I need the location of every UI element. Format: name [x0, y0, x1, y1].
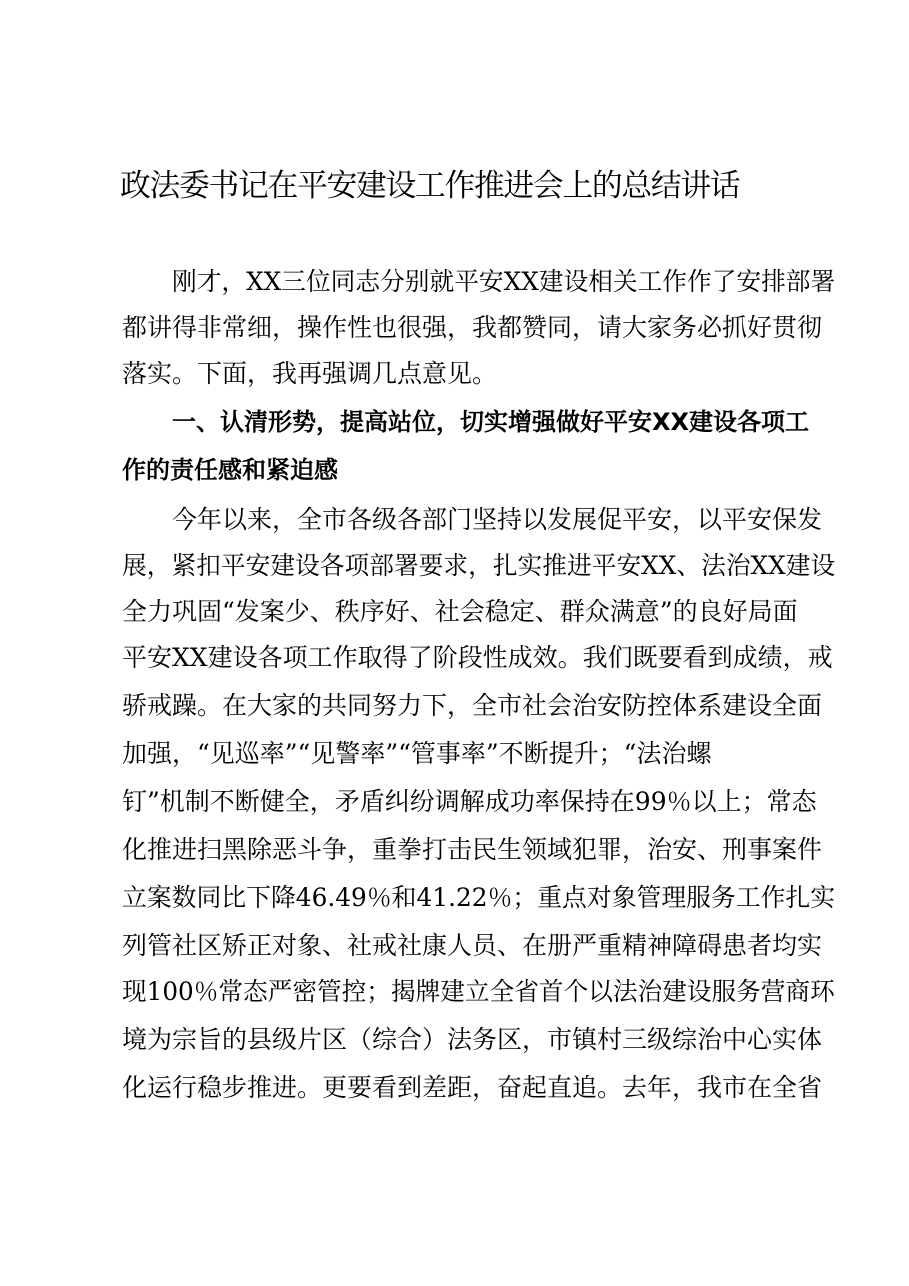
paragraph-line: 平安XX建设各项工作取得了阶段性成效。我们既要看到成绩，戒	[122, 643, 833, 672]
paragraph-line: 化运行稳步推进。更要看到差距，奋起直追。去年，我市在全省	[122, 1073, 823, 1102]
paragraph-line: 都讲得非常细，操作性也很强，我都赞同，请大家务必抓好贯彻	[122, 313, 823, 342]
paragraph-line: 钉”机制不断健全，矛盾纠纷调解成功率保持在99％以上；常态	[122, 787, 817, 816]
section-heading: 作的责任感和紧迫感	[122, 456, 338, 484]
section-heading: 一、认清形势，提高站位，切实增强做好平安XX建设各项工	[172, 408, 810, 436]
paragraph-line: 境为宗旨的县级片区（综合）法务区，市镇村三级综治中心实体	[122, 1025, 823, 1054]
paragraph-line: 化推进扫黑除恶斗争，重拳打击民生领域犯罪，治安、刑事案件	[122, 835, 823, 864]
paragraph-line: 加强，“见巡率”“见警率”“管事率”不断提升；“法治螺	[122, 739, 712, 768]
document-title: 政法委书记在平安建设工作推进会上的总结讲话	[120, 168, 740, 204]
paragraph-line: 刚才，XX三位同志分别就平安XX建设相关工作作了安排部署	[172, 267, 836, 296]
paragraph-line: 全力巩固“发案少、秩序好、社会稳定、群众满意”的良好局面	[122, 597, 798, 626]
paragraph-line: 现100％常态严密管控；揭牌建立全省首个以法治建设服务营商环	[122, 977, 835, 1006]
paragraph-line: 今年以来，全市各级各部门坚持以发展促平安，以平安保发	[172, 505, 823, 534]
paragraph-line: 立案数同比下降46.49％和41.22％；重点对象管理服务工作扎实	[122, 883, 836, 912]
paragraph-line: 骄戒躁。在大家的共同努力下，全市社会治安防控体系建设全面	[122, 691, 823, 720]
paragraph-line: 展，紧扣平安建设各项部署要求，扎实推进平安XX、法治XX建设	[122, 551, 836, 580]
paragraph-line: 列管社区矫正对象、社戒社康人员、在册严重精神障碍患者均实	[122, 931, 823, 960]
paragraph-line: 落实。下面，我再强调几点意见。	[122, 359, 498, 388]
